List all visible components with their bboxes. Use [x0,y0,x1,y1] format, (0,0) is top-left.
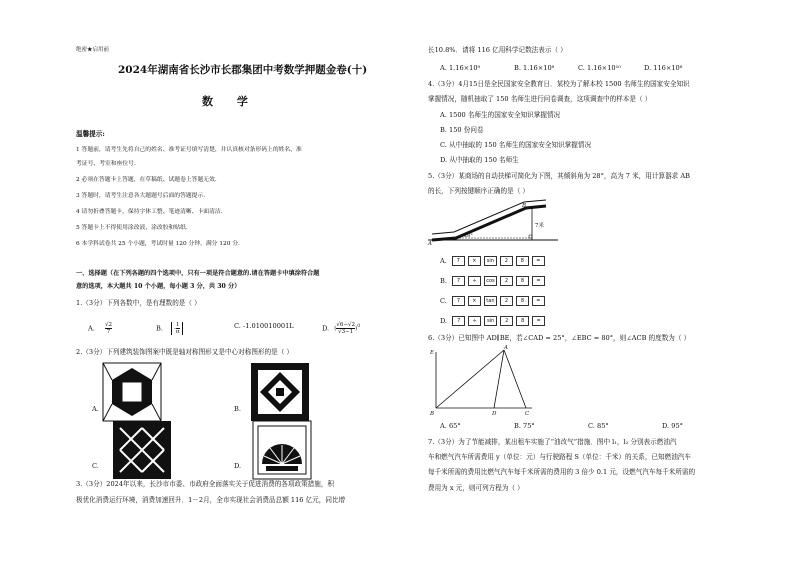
q1-option-b: B. - $\frac{1}{\pi}$ [156,322,183,335]
calculator-key: 7 [452,276,465,286]
q3-option-c: C. 1.16×10¹⁰ [578,64,621,72]
calculator-key: 7 [452,256,465,266]
pattern-c-figure [112,420,172,480]
q3-line2: 极优化消费运行环境，消费加速回升．1－2月，全市实现社会消费品总额 116 亿元，同比增 [76,496,346,504]
label-c: C [525,411,530,417]
q5-option-letter: C. [440,297,447,305]
q5-option-letter: B. [440,277,447,285]
q6-option-a: A. 65° [440,422,461,430]
calculator-key: × [468,296,481,306]
q1-a-fraction: $\frac{√2}{7}$ [104,322,112,335]
q4-line2: 掌握情况，随机抽取了 150 名师生进行问卷调查，这项调查中的样本是（ ） [428,95,652,103]
q6-option-b: B. 75° [514,422,535,430]
escalator-label-b: B [522,203,527,209]
pattern-d-figure [252,420,312,480]
q1-option-c: C. -1.010010001L [234,322,294,330]
q7-line4: 费用为 x 元，则可列方程为（ ） [428,484,524,492]
calculator-key: = [532,276,545,286]
calculator-key: 2 [500,316,513,326]
q2-option-b: B. [234,405,241,413]
q1-b-abs: - $\frac{1}{\pi}$ [171,322,182,335]
q4-option-b: B. 150 份问卷 [440,126,484,134]
calculator-key: = [532,256,545,266]
q5-line1: 5.（3分）某商场的自动扶梯可简化为下图，其倾斜角为 28°，高为 7 米，用计算器求 AB [428,172,690,180]
q5-option-letter: A. [440,257,447,265]
q7-line2: 车和燃气汽车所需费用 y（单位：元）与行驶路程 S（单位：千米）的关系，已知燃油汽车 [428,453,691,461]
q6-option-d: D. 95° [662,422,683,430]
q7-line3: 每千米所需的费用比燃气汽车每千米所需的费用的 3 倍少 0.1 元，设燃气汽车每千米所需的 [428,468,696,476]
calculator-key: cos [484,276,497,286]
calculator-key: 8 [516,256,529,266]
calculator-key: 8 [516,276,529,286]
calculator-key: 8 [516,296,529,306]
q7-line1: 7.（3分）为了节能减排，某出租车实施了“油改气”措施．图中 l₁，l₂ 分别表示燃油汽 [428,438,677,446]
triangle-figure [432,348,542,412]
q1-d-fraction: ( $\frac{√6-√2}{√3-1})^0$ [334,322,361,335]
pattern-a-figure [102,362,162,422]
notice-title: 温馨提示: [76,130,105,138]
q3-option-d: D. 116×10⁸ [644,64,683,72]
calculator-key: 2 [500,256,513,266]
q2-option-a: A. [92,405,99,413]
escalator-height-label: 7米 [535,223,544,229]
q5-line2: 的长，下列按键顺序正确的是（ ） [428,187,530,195]
notice-item: 1 答题前，请考生先将自己的姓名、准考证号填写清楚，并认真核对条形码上的姓名、准 [76,147,302,153]
section1-heading-2: 意的选项，本大题共 10 个小题，每小题 3 分，共 30 分） [76,283,241,290]
q5-option-letter: D. [440,317,448,325]
q5-option-row [440,316,545,326]
q1-option-d: D. ( $\frac{√6-√2}{√3-1})^0$ [322,322,361,335]
calculator-key: 7 [452,296,465,306]
q4-option-a: A. 1500 名师生的国家安全知识掌握情况 [440,111,561,119]
q3-option-a: A. 1.16×10⁹ [440,64,481,72]
notice-item: 4 请勿折叠答题卡，保持字体工整、笔迹清晰、卡面清洁. [76,209,223,215]
subject-title: 数 学 [202,95,258,108]
calculator-key: × [468,256,481,266]
pattern-b-figure [250,362,310,422]
notice-item: 3 答题时，请考生注意各大题题号后面的答题提示. [76,193,206,199]
calculator-key: 8 [516,316,529,326]
calculator-key: sin [484,316,497,326]
q2-stem: 2.（3分）下列建筑装饰图案中既是轴对称图形又是中心对称图形的是（ ） [76,348,293,356]
q4-option-d: D. 从中抽取的 150 名师生 [440,156,519,164]
q1-option-a: A. $\frac{√2}{7}$ [88,322,112,335]
q4-line1: 4.（3分）4月15日是全民国家安全教育日．某校为了解本校 1500 名师生的国家安全知识 [428,80,690,88]
label-a: A [504,345,508,351]
q1-stem: 1.（3分）下列各数中，是有理数的是（ ） [76,299,201,307]
q5-option-row [440,276,545,286]
calculator-key: tan [484,296,497,306]
calculator-key: ÷ [468,276,481,286]
notice-item: 2 必须在答题卡上答题，在草稿纸、试题卷上答题无效. [76,177,217,183]
q3-line1: 3.（3分）2024年以来，长沙市市委、市政府全面落实关于促进消费的各项政策措施，积 [76,480,335,488]
q2-option-d: D. [234,462,242,470]
paper-title: 2024年湖南省长沙市长郡集团中考数学押题金卷(十) [118,64,368,76]
q3-option-b: B. 1.16×10⁸ [514,64,555,72]
notice-item: 5 答题卡上不得使用涂改液、涂改胶和贴纸. [76,225,188,231]
q5-option-row [440,296,545,306]
calculator-key: = [532,316,545,326]
q3-line3: 长10.8%．请将 116 亿用科学记数法表示（ ） [428,46,567,54]
q6-option-c: C. 85° [588,422,609,430]
q5-option-row [440,256,545,266]
calculator-key: 7 [452,316,465,326]
label-e: E [430,350,435,356]
q2-option-c: C. [92,462,99,470]
calculator-key: ÷ [468,316,481,326]
section1-heading: 一、选择题（在下列各题的四个选项中，只有一项是符合题意的.请在答题卡中填涂符合题 [76,270,320,277]
label-d: D [492,411,497,417]
calculator-key: = [532,296,545,306]
secret-mark: 绝密★启用前 [76,47,110,53]
notice-item: 6 本学科试卷共 25 个小题，考试时量 120 分钟，满分 120 分. [76,241,240,247]
calculator-key: sin [484,256,497,266]
calculator-key: 2 [500,296,513,306]
escalator-angle-label: 28° [464,233,473,239]
calculator-key: 2 [500,276,513,286]
q4-option-c: C. 从中抽取的 150 名师生的国家安全知识掌握情况 [440,141,592,149]
label-b: B [430,411,435,417]
notice-item: 考证号、考室和座位号. [76,161,136,167]
escalator-label-a: A [428,241,432,247]
q6-stem: 6.（3分）已知图中 AD∥BE，若∠CAD = 25°，∠EBC = 80°，则∠ACB 的度数为（ ） [428,334,691,342]
